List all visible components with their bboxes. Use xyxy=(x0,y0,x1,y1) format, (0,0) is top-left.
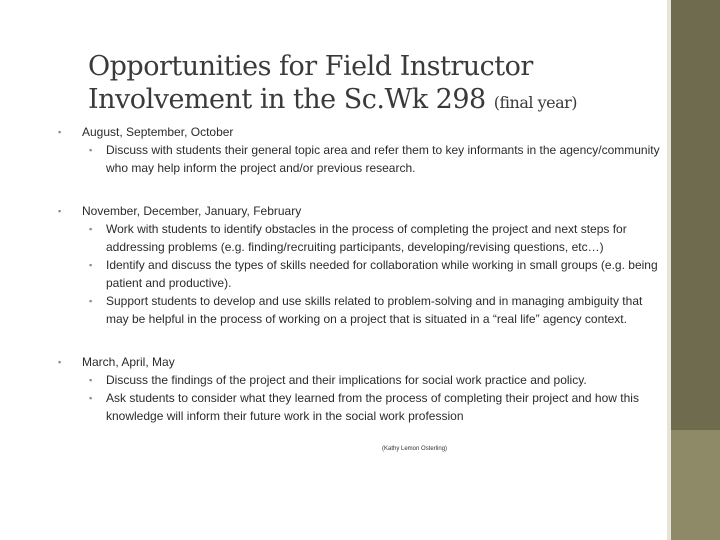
item-text: Discuss the findings of the project and their implications for social work practice and policy. xyxy=(106,373,587,387)
sidebar-decoration xyxy=(667,0,720,540)
item-text: Work with students to identify obstacles in the process of completing the project and next steps for addressing problems (e.g. finding/recruiting participants, developing/revising questions, etc…) xyxy=(106,222,627,254)
heading-text: August, September, October xyxy=(82,125,234,139)
bullet-icon: ▪ xyxy=(89,145,93,155)
bullet-icon: ▪ xyxy=(89,375,93,385)
bullet-icon: ▪ xyxy=(58,127,62,137)
section-heading xyxy=(58,202,663,220)
list-item xyxy=(86,292,663,328)
heading-text: March, April, May xyxy=(82,355,175,369)
slide-title xyxy=(88,50,648,119)
bullet-icon: ▪ xyxy=(89,296,93,306)
bullet-icon: ▪ xyxy=(89,224,93,234)
section-nov-feb xyxy=(58,202,663,328)
bullet-icon: ▪ xyxy=(58,357,62,367)
credit-note: (Kathy Lemon Osterling) xyxy=(382,446,448,452)
section-mar-may xyxy=(58,353,663,425)
title-qualifier: (final year) xyxy=(493,93,578,112)
section-heading xyxy=(58,123,663,141)
list-item xyxy=(86,389,663,425)
section-heading xyxy=(58,353,663,371)
list-item xyxy=(86,256,663,292)
heading-text: November, December, January, February xyxy=(82,204,302,218)
title-line-2 xyxy=(88,83,648,119)
sidebar-accent xyxy=(671,430,720,540)
title-line-2-main: Involvement in the Sc.Wk 298 xyxy=(88,84,486,115)
item-text: Ask students to consider what they learned from the process of completing their project and how this knowledge will inform their future work in the social work profession xyxy=(106,391,639,423)
section-aug-oct xyxy=(58,123,663,177)
slide-body xyxy=(58,123,663,425)
bullet-icon: ▪ xyxy=(89,260,93,270)
list-item xyxy=(86,220,663,256)
list-item xyxy=(86,141,663,177)
bullet-icon: ▪ xyxy=(89,393,93,403)
item-text: Identify and discuss the types of skills needed for collaboration while working in small groups (e.g. being patient and productive). xyxy=(106,258,658,290)
item-text: Support students to develop and use skills related to problem-solving and in managing ambiguity that may be helpful in the process of working on a project that is situated in a “real life” agency context. xyxy=(106,294,643,326)
list-item xyxy=(86,371,663,389)
item-text: Discuss with students their general topic area and refer them to key informants in the agency/community who may help inform the project and/or previous research. xyxy=(106,143,660,175)
bullet-icon: ▪ xyxy=(58,206,62,216)
title-line-1: Opportunities for Field Instructor xyxy=(88,51,533,82)
